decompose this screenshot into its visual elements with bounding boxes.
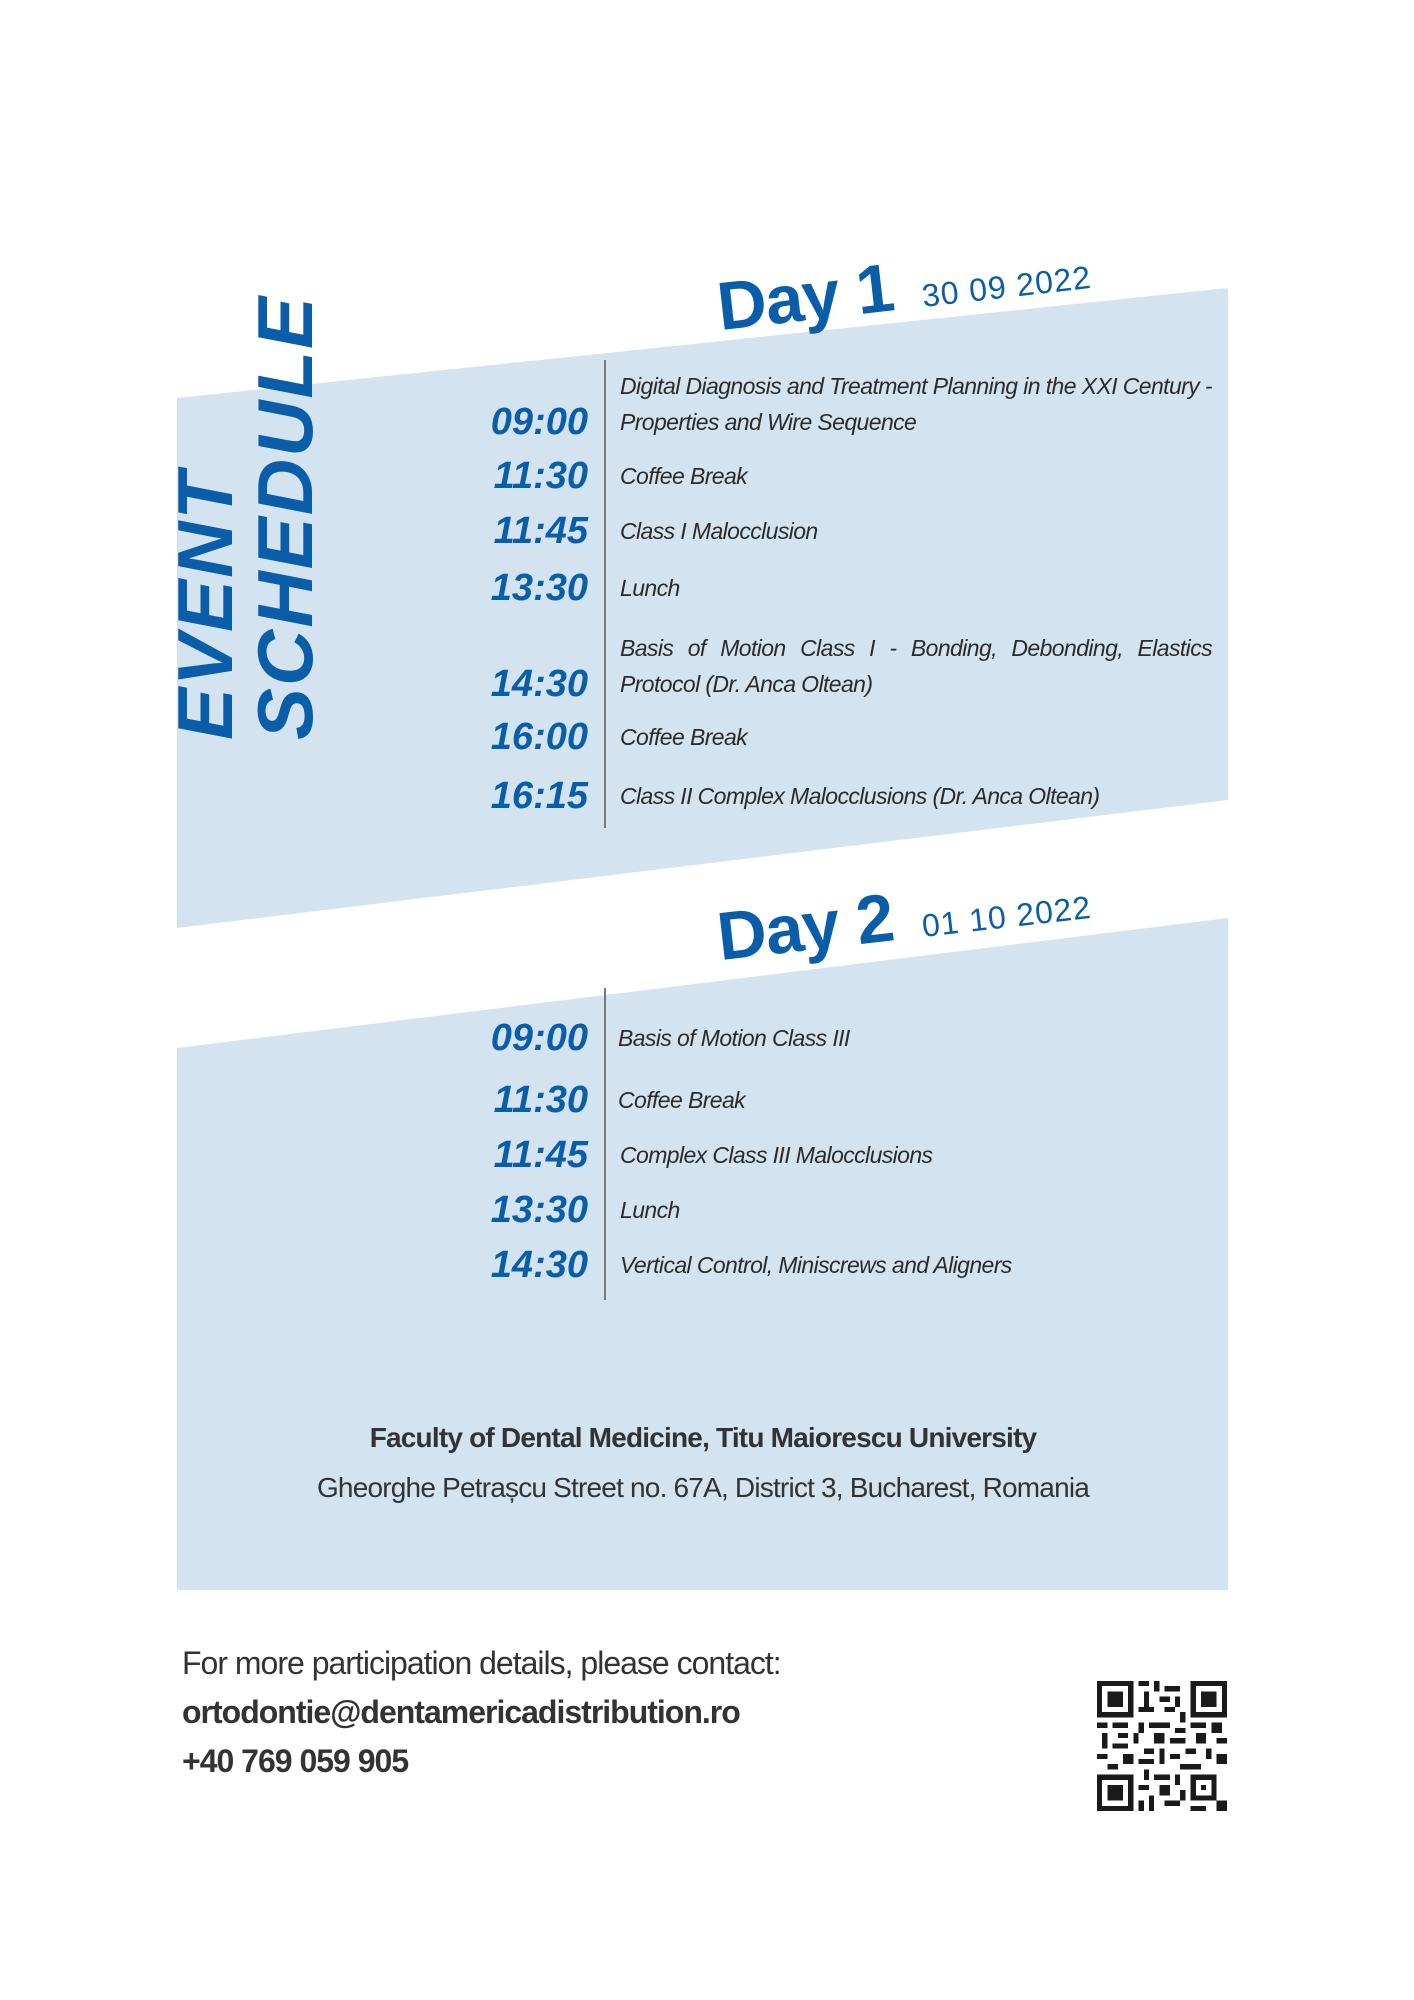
event-schedule-title — [161, 294, 329, 740]
schedule-row — [440, 1190, 1220, 1230]
schedule-time: 11:30 — [493, 1079, 588, 1121]
schedule-desc: Class II Complex Malocclusions (Dr. Anca Oltean) — [620, 783, 1100, 809]
schedule-desc: Vertical Control, Miniscrews and Aligners — [620, 1252, 1012, 1278]
schedule-row — [440, 1018, 1220, 1058]
contact-email[interactable]: ortodontie@dentamericadistribution.ro — [182, 1694, 740, 1730]
schedule-row — [440, 776, 1220, 816]
contact-phone[interactable]: +40 769 059 905 — [182, 1743, 409, 1779]
day1-date: 30 09 2022 — [920, 258, 1094, 314]
schedule-row — [440, 717, 1220, 757]
day2-date: 01 10 2022 — [920, 888, 1094, 944]
schedule-desc: Basis of Motion Class I - Bonding, Debonding, Elastics Protocol (Dr. Anca Oltean) — [620, 635, 1212, 697]
contact-prompt: For more participation details, please contact: — [182, 1645, 781, 1681]
venue-block — [178, 1422, 1228, 1504]
day2-label: Day 2 — [713, 879, 898, 976]
schedule-time: 16:00 — [490, 716, 588, 758]
schedule-row — [440, 366, 1220, 442]
schedule-row — [440, 1245, 1220, 1285]
day1-label: Day 1 — [713, 249, 898, 346]
schedule-row — [440, 628, 1220, 704]
schedule-row — [440, 1080, 1220, 1120]
schedule-desc: Coffee Break — [618, 1087, 746, 1113]
schedule-desc: Digital Diagnosis and Treatment Planning in the XXI Century - Properties and Wire Sequence — [620, 373, 1212, 435]
schedule-time: 14:30 — [490, 1244, 588, 1286]
schedule-time: 09:00 — [490, 1017, 588, 1059]
schedule-desc: Coffee Break — [620, 724, 748, 750]
schedule-time: 09:00 — [490, 401, 588, 443]
schedule-time: 11:45 — [493, 510, 588, 552]
schedule-desc: Lunch — [620, 1197, 680, 1223]
schedule-row — [440, 1135, 1220, 1175]
schedule-desc: Complex Class III Malocclusions — [620, 1142, 933, 1168]
schedule-row — [440, 456, 1220, 496]
schedule-desc: Basis of Motion Class III — [618, 1025, 850, 1051]
schedule-desc: Lunch — [620, 575, 680, 601]
contact-block — [182, 1645, 781, 1780]
schedule-row — [440, 511, 1220, 551]
schedule-time: 14:30 — [490, 663, 588, 705]
title-line-1: EVENT — [161, 469, 249, 740]
schedule-time: 13:30 — [490, 1189, 588, 1231]
schedule-row — [440, 568, 1220, 608]
venue-name: Faculty of Dental Medicine, Titu Maiorescu University — [369, 1422, 1037, 1453]
schedule-desc: Coffee Break — [620, 463, 748, 489]
schedule-time: 11:30 — [493, 455, 588, 497]
title-line-2: SCHEDULE — [241, 294, 329, 740]
schedule-time: 11:45 — [493, 1134, 588, 1176]
venue-address: Gheorghe Petrașcu Street no. 67A, District 3, Bucharest, Romania — [316, 1472, 1090, 1503]
qr-code-icon[interactable] — [1097, 1681, 1227, 1811]
schedule-time: 16:15 — [490, 775, 588, 817]
schedule-desc: Class I Malocclusion — [620, 518, 818, 544]
schedule-time: 13:30 — [490, 567, 588, 609]
